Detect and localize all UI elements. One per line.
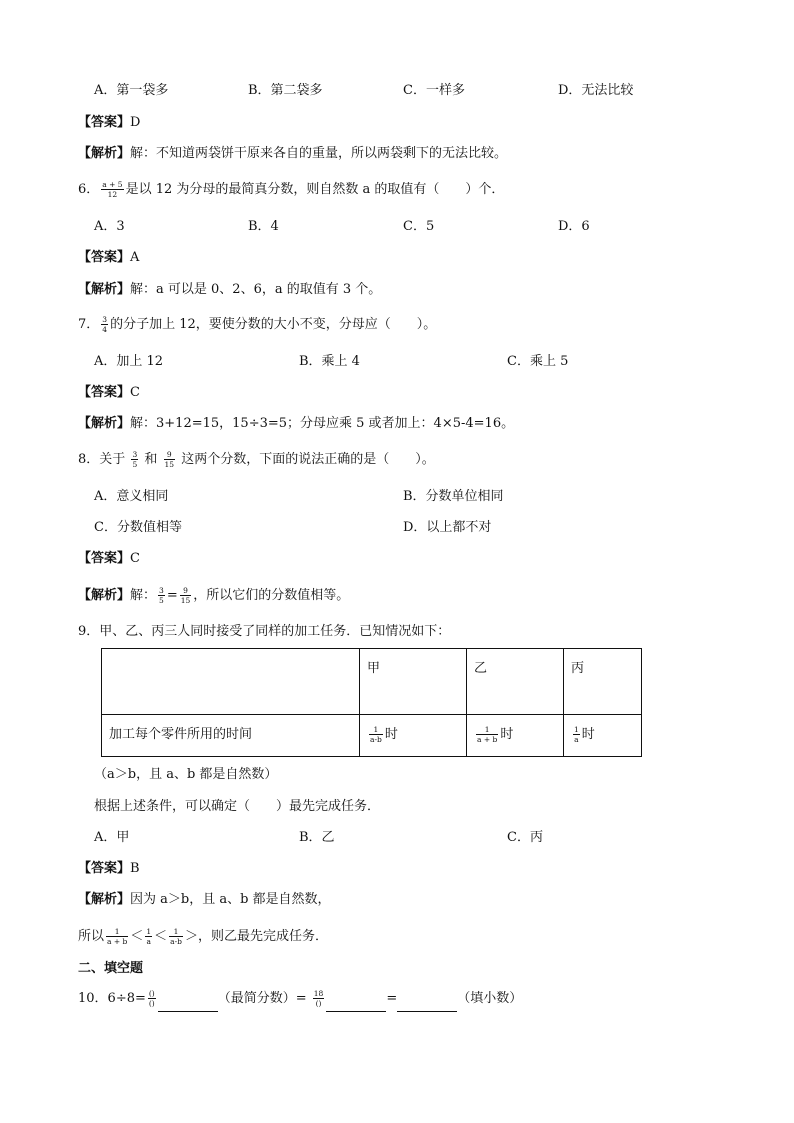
question-text: （填小数） [457,991,523,1006]
table-cell: $\frac{1}{a}$ 时 [564,715,642,757]
analysis-tag: 【解析】 [78,416,131,431]
table-header-cell: 甲 [360,649,467,715]
q7-stem [78,313,436,337]
question-number: 7． [78,317,100,332]
greater-than-sign: ＞ [184,929,198,944]
q8-option-b: B．分数单位相同 [403,489,504,504]
answer-value: C [130,385,140,400]
q8-option-a: A．意义相同 [94,489,169,504]
answer-blank[interactable] [326,987,386,1012]
question-text: （最简分数）= [217,991,307,1006]
fraction: $\frac{18}{()}$ [313,989,324,1008]
question-number: 6． [78,182,100,197]
question-text: 10．6÷8= [78,991,146,1006]
q8-option-d: D．以上都不对 [403,520,492,535]
question-text: 是以 12 为分母的最简真分数，则自然数 a 的取值有（ ）个． [125,182,505,197]
analysis-text: ，所以它们的分数值相等。 [193,588,350,603]
answer-value: C [130,551,140,566]
q6-analysis [78,281,381,299]
q5-option-c: C．一样多 [403,83,465,98]
q9-option-a: A．甲 [94,830,130,845]
q8-answer [78,550,140,568]
answer-value: D [130,115,141,130]
q9-analysis [78,891,331,909]
analysis-text: ，则乙最先完成任务． [197,929,328,944]
question-text: 这两个分数，下面的说法正确的是（ ）。 [181,452,435,467]
analysis-text: 解： [130,588,157,603]
answer-value: A [130,250,140,265]
question-text: 的分子加上 12，要使分数的大小不变，分母应（ ）。 [110,317,437,332]
table-row-label: 加工每个零件所用的时间 [102,715,360,757]
analysis-text: 因为 a＞b，且 a、b 都是自然数， [130,892,331,907]
q5-answer [78,114,140,132]
answer-value: B [130,861,140,876]
analysis-text: 解：不知道两袋饼干原来各自的重量，所以两袋剩下的无法比较。 [130,146,508,161]
q7-option-c: C．乘上 5 [507,354,569,369]
q7-answer [78,384,140,402]
equals-sign: = [166,588,178,603]
fraction: $\frac{1}{a + b}$ [107,927,128,946]
q6-answer [78,249,139,267]
answer-tag: 【答案】 [78,861,131,876]
table-header-cell: 乙 [467,649,564,715]
table-header-cell: 丙 [564,649,642,715]
analysis-text: 解：3+12=15，15÷3=5；分母应乘 5 或者加上：4×5-4=16。 [130,416,515,431]
table-header-row [102,649,642,715]
answer-tag: 【答案】 [78,115,131,130]
analysis-text: 所以 [78,929,105,944]
q9-note: （a＞b，且 a、b 都是自然数） [94,767,278,782]
analysis-tag: 【解析】 [78,146,131,161]
q9-stem: 9．甲、乙、丙三人同时接受了同样的加工任务．已知情况如下： [78,624,451,639]
answer-tag: 【答案】 [78,250,131,265]
answer-blank[interactable] [158,987,218,1012]
fraction: $\frac{3}{5}$ [132,450,138,469]
fraction: $\frac{1}{a-b}$ [170,927,182,946]
analysis-text: 解：a 可以是 0、2、6，a 的取值有 3 个。 [130,282,382,297]
q6-option-d: D．6 [558,219,590,234]
fraction: $\frac{a + 5}{12}$ [102,180,123,199]
fraction: $\frac{1}{a}$ [146,927,152,946]
q5-option-d: D．无法比较 [558,83,634,98]
fraction: $\frac{9}{15}$ [180,586,191,605]
q9-ask: 根据上述条件，可以确定（ ）最先完成任务． [94,799,381,814]
fraction: $\frac{3}{5}$ [159,586,164,605]
q6-stem [78,178,504,202]
q7-option-a: A．加上 12 [94,354,164,369]
table-cell: $\frac{1}{a + b}$ 时 [467,715,564,757]
q6-option-b: B．4 [248,219,279,234]
table-cell: $\frac{1}{a-b}$ 时 [360,715,467,757]
fraction: $\frac{1}{a-b}$ [370,725,382,744]
fraction: $\frac{9}{15}$ [164,450,175,469]
question-text: 关于 [99,452,126,467]
q5-option-b: B．第二袋多 [248,83,323,98]
q6-option-c: C．5 [403,219,435,234]
q9-conclusion [78,925,328,949]
fraction: $\frac{()}{()}$ [148,989,155,1008]
q9-option-c: C．丙 [507,830,543,845]
answer-blank[interactable] [397,987,457,1012]
q5-analysis [78,145,507,163]
q7-option-b: B．乘上 4 [299,354,360,369]
fraction: $\frac{1}{a}$ [574,725,579,744]
q8-analysis [78,584,349,608]
analysis-tag: 【解析】 [78,282,131,297]
q8-stem [78,448,435,472]
q10-stem [78,987,522,1012]
fraction: $\frac{1}{a + b}$ [477,725,498,744]
less-than-sign: ＜ [154,929,168,944]
answer-tag: 【答案】 [78,385,131,400]
section-title: 二、填空题 [78,961,144,976]
fraction: $\frac{3}{4}$ [102,315,108,334]
question-number: 8． [78,452,100,467]
q6-option-a: A．3 [94,219,125,234]
analysis-tag: 【解析】 [78,588,131,603]
q7-analysis [78,415,514,433]
q9-table [101,648,642,757]
equals-sign: = [386,991,398,1006]
answer-tag: 【答案】 [78,551,131,566]
table-row [102,715,642,757]
analysis-tag: 【解析】 [78,892,131,907]
table-header-cell [102,649,360,715]
less-than-sign: ＜ [130,929,144,944]
q8-option-c: C．分数值相等 [94,520,182,535]
q5-option-a: A．第一袋多 [94,83,169,98]
q9-option-b: B．乙 [299,830,335,845]
question-text: 和 [144,452,158,467]
q9-answer [78,860,140,878]
